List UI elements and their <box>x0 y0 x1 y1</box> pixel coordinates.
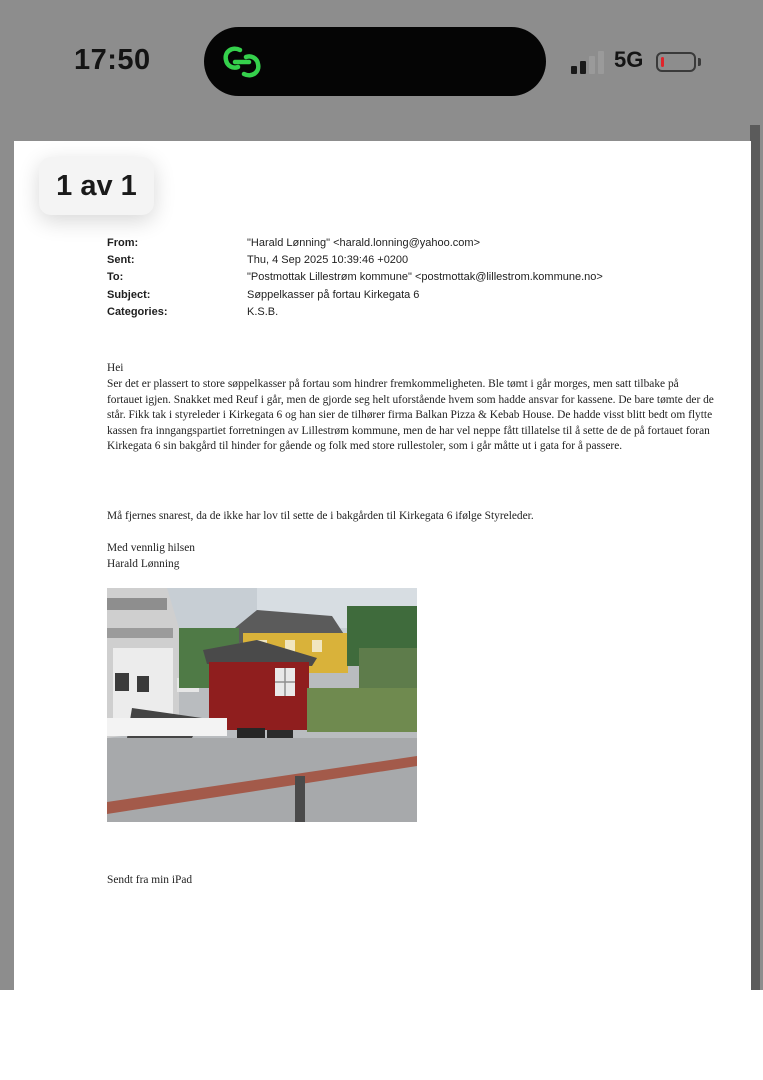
email-paragraph-1: Ser det er plassert to store søppelkasser på fortau som hindrer fremkommeligheten. Ble tømt i går morges, men satt tilbake på fortauet igjen. Snakket med Reuf i går, men de gjorde seg helt uforstående hvem som hadde ansvar for kassene. De bare tømte der de står. Fikk tak i styreleder i Kirkegata 6 og han sier de tilhører firma Balkan Pizza & Kebab House. De hadde visst blitt bedt om flytte kassen fra inngangspartiet forretningen av Lillestrøm kommune, men de har vel neppe fått tillatelse til å sette de de på fortauet foran Kirkegata 6 sin bakgård til hinder for gående og folk med store rullestoler, som i går måtte ut i gata for å passere. <box>107 378 714 452</box>
header-label: Categories: <box>107 306 168 318</box>
battery-cap <box>698 58 701 66</box>
cellular-signal-icon <box>571 50 607 74</box>
status-time: 17:50 <box>74 44 151 76</box>
street-photo-image[interactable] <box>107 588 417 822</box>
header-value: Søppelkasser på fortau Kirkegata 6 <box>247 289 420 301</box>
header-value: "Harald Lønning" <harald.lonning@yahoo.com> <box>247 237 481 249</box>
document-page[interactable] <box>14 141 751 990</box>
header-label: From: <box>107 237 139 249</box>
battery-level <box>661 57 664 67</box>
email-paragraph-2: Må fjernes snarest, da de ikke har lov til sette de i bakgården til Kirkegata 6 ifølge Styreleder. <box>107 510 534 522</box>
header-label: Subject: <box>107 289 151 301</box>
dynamic-island[interactable] <box>204 27 546 96</box>
email-sent-from: Sendt fra min iPad <box>107 874 193 886</box>
header-value: K.S.B. <box>247 306 279 318</box>
battery-low-icon <box>656 52 696 72</box>
email-closing: Med vennlig hilsen <box>107 542 195 554</box>
header-label: Sent: <box>107 254 135 266</box>
scrollbar[interactable] <box>750 125 760 995</box>
header-value: Thu, 4 Sep 2025 10:39:46 +0200 <box>247 254 409 266</box>
email-signature: Harald Lønning <box>107 558 180 570</box>
street-photo-graphic <box>107 588 417 822</box>
network-type: 5G <box>614 47 644 72</box>
email-greeting: Hei <box>107 362 124 374</box>
page-counter-badge: 1 av 1 <box>39 157 154 215</box>
bottom-blank-area <box>0 990 763 1080</box>
link-chain-icon <box>220 42 264 82</box>
header-value: "Postmottak Lillestrøm kommune" <postmottak@lillestrom.kommune.no> <box>247 271 603 283</box>
header-label: To: <box>107 271 124 283</box>
status-bar <box>0 0 763 125</box>
